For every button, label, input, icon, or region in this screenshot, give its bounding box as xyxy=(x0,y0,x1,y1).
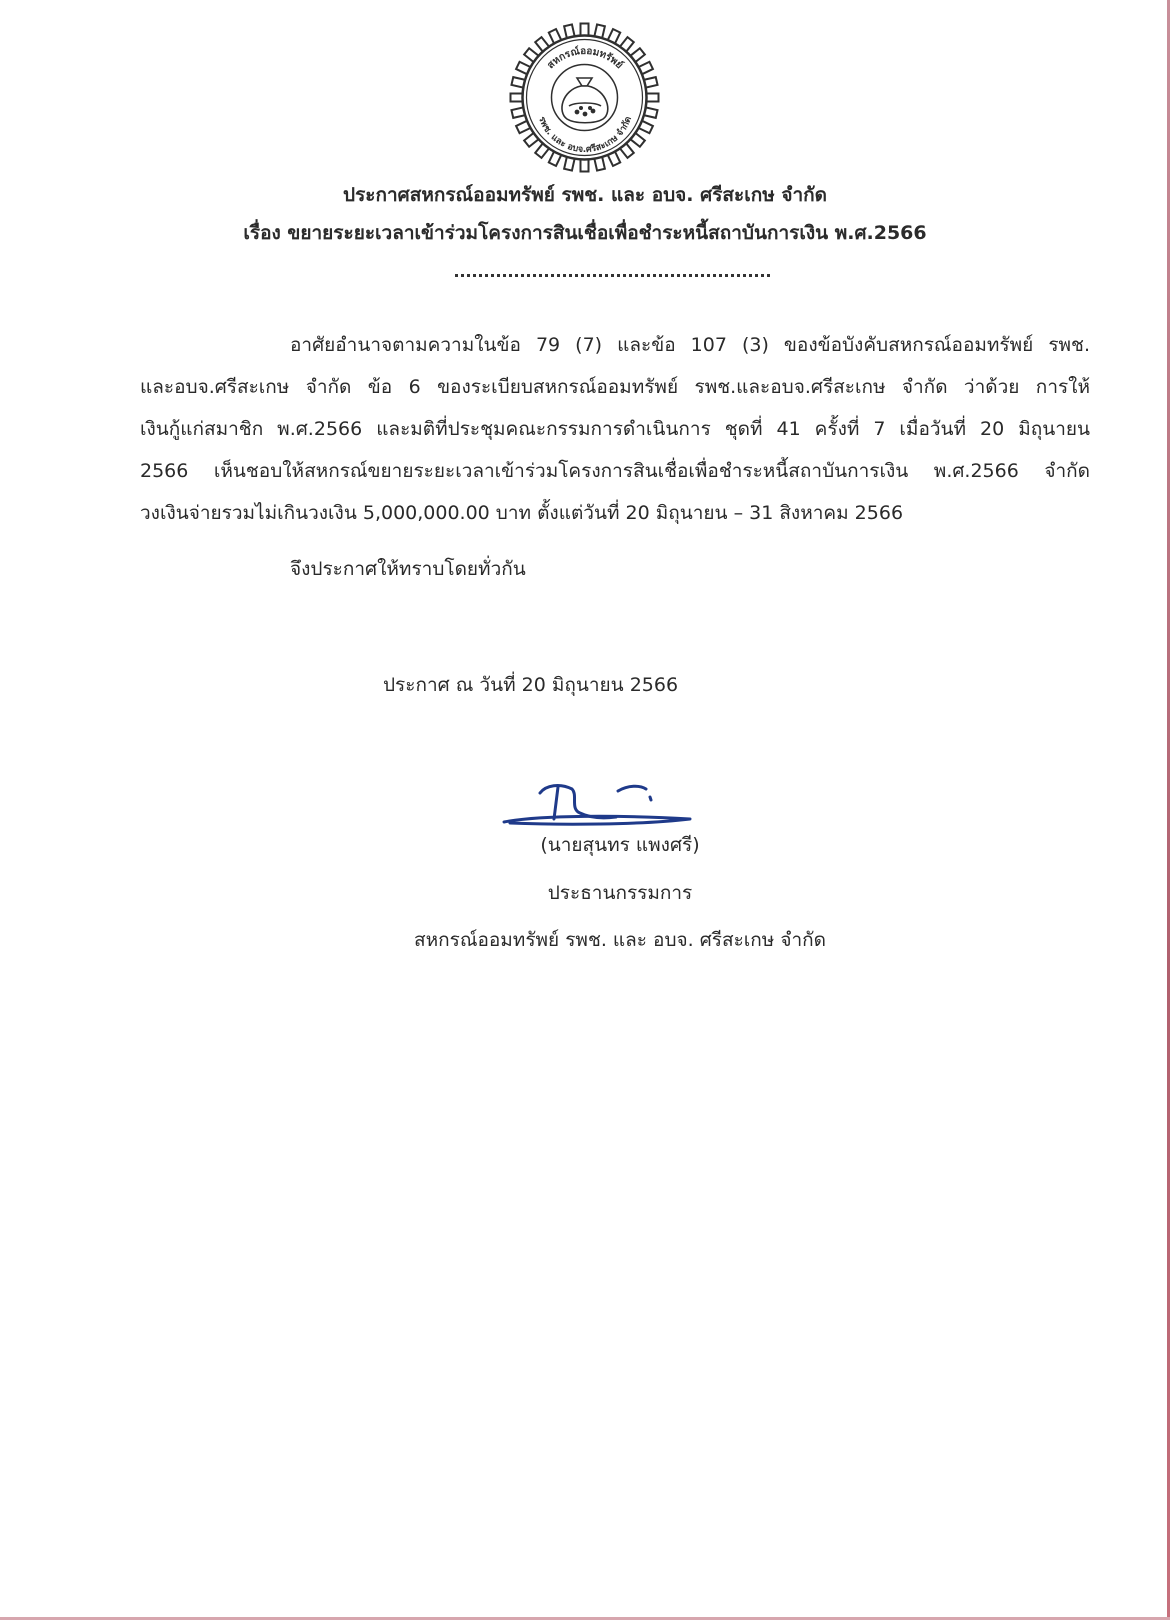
body-line: เงินกู้แก่สมาชิก พ.ศ.2566 และมติที่ประชุมคณะกรรมการดำเนินการ ชุดที่ 41 ครั้งที่ 7 เมื่อวันที่ 20 มิถุนายน xyxy=(140,418,1090,440)
body-line: และอบจ.ศรีสะเกษ จำกัด ข้อ 6 ของระเบียบสหกรณ์ออมทรัพย์ รพช.และอบจ.ศรีสะเกษ จำกัด ว่าด้วย การให้ xyxy=(140,376,1090,398)
signatory-name: (นายสุนทร แพงศรี) xyxy=(540,834,700,856)
announcement-title: ประกาศสหกรณ์ออมทรัพย์ รพช. และ อบจ. ศรีสะเกษ จำกัด xyxy=(343,184,827,206)
seal-bottom-text: รพช. และ อบจ.ศรีสะเกษ จำกัด xyxy=(536,115,634,156)
body-line: 2566 เห็นชอบให้สหกรณ์ขยายระยะเวลาเข้าร่วมโครงการสินเชื่อเพื่อชำระหนี้สถาบันการเงิน พ.ศ.2566 จำกัด xyxy=(140,460,1090,482)
cooperative-seal-logo xyxy=(507,20,662,175)
dotted-separator xyxy=(455,274,770,281)
closing-statement: จึงประกาศให้ทราบโดยทั่วกัน xyxy=(290,558,526,580)
seal-top-text: สหกรณ์ออมทรัพย์ xyxy=(545,45,625,72)
signatory-position: ประธานกรรมการ xyxy=(547,882,693,904)
announcement-date: ประกาศ ณ วันที่ 20 มิถุนายน 2566 xyxy=(383,674,679,696)
signatory-organization: สหกรณ์ออมทรัพย์ รพช. และ อบจ. ศรีสะเกษ จำกัด xyxy=(413,929,827,951)
body-line: วงเงินจ่ายรวมไม่เกินวงเงิน 5,000,000.00 บาท ตั้งแต่วันที่ 20 มิถุนายน – 31 สิงหาคม 2566 xyxy=(140,502,904,524)
signature-handwritten xyxy=(500,775,710,835)
announcement-subject: เรื่อง ขยายระยะเวลาเข้าร่วมโครงการสินเชื่อเพื่อชำระหนี้สถาบันการเงิน พ.ศ.2566 xyxy=(243,222,927,244)
body-line: อาศัยอำนาจตามความในข้อ 79 (7) และข้อ 107 (3) ของข้อบังคับสหกรณ์ออมทรัพย์ รพช. xyxy=(290,334,1090,356)
